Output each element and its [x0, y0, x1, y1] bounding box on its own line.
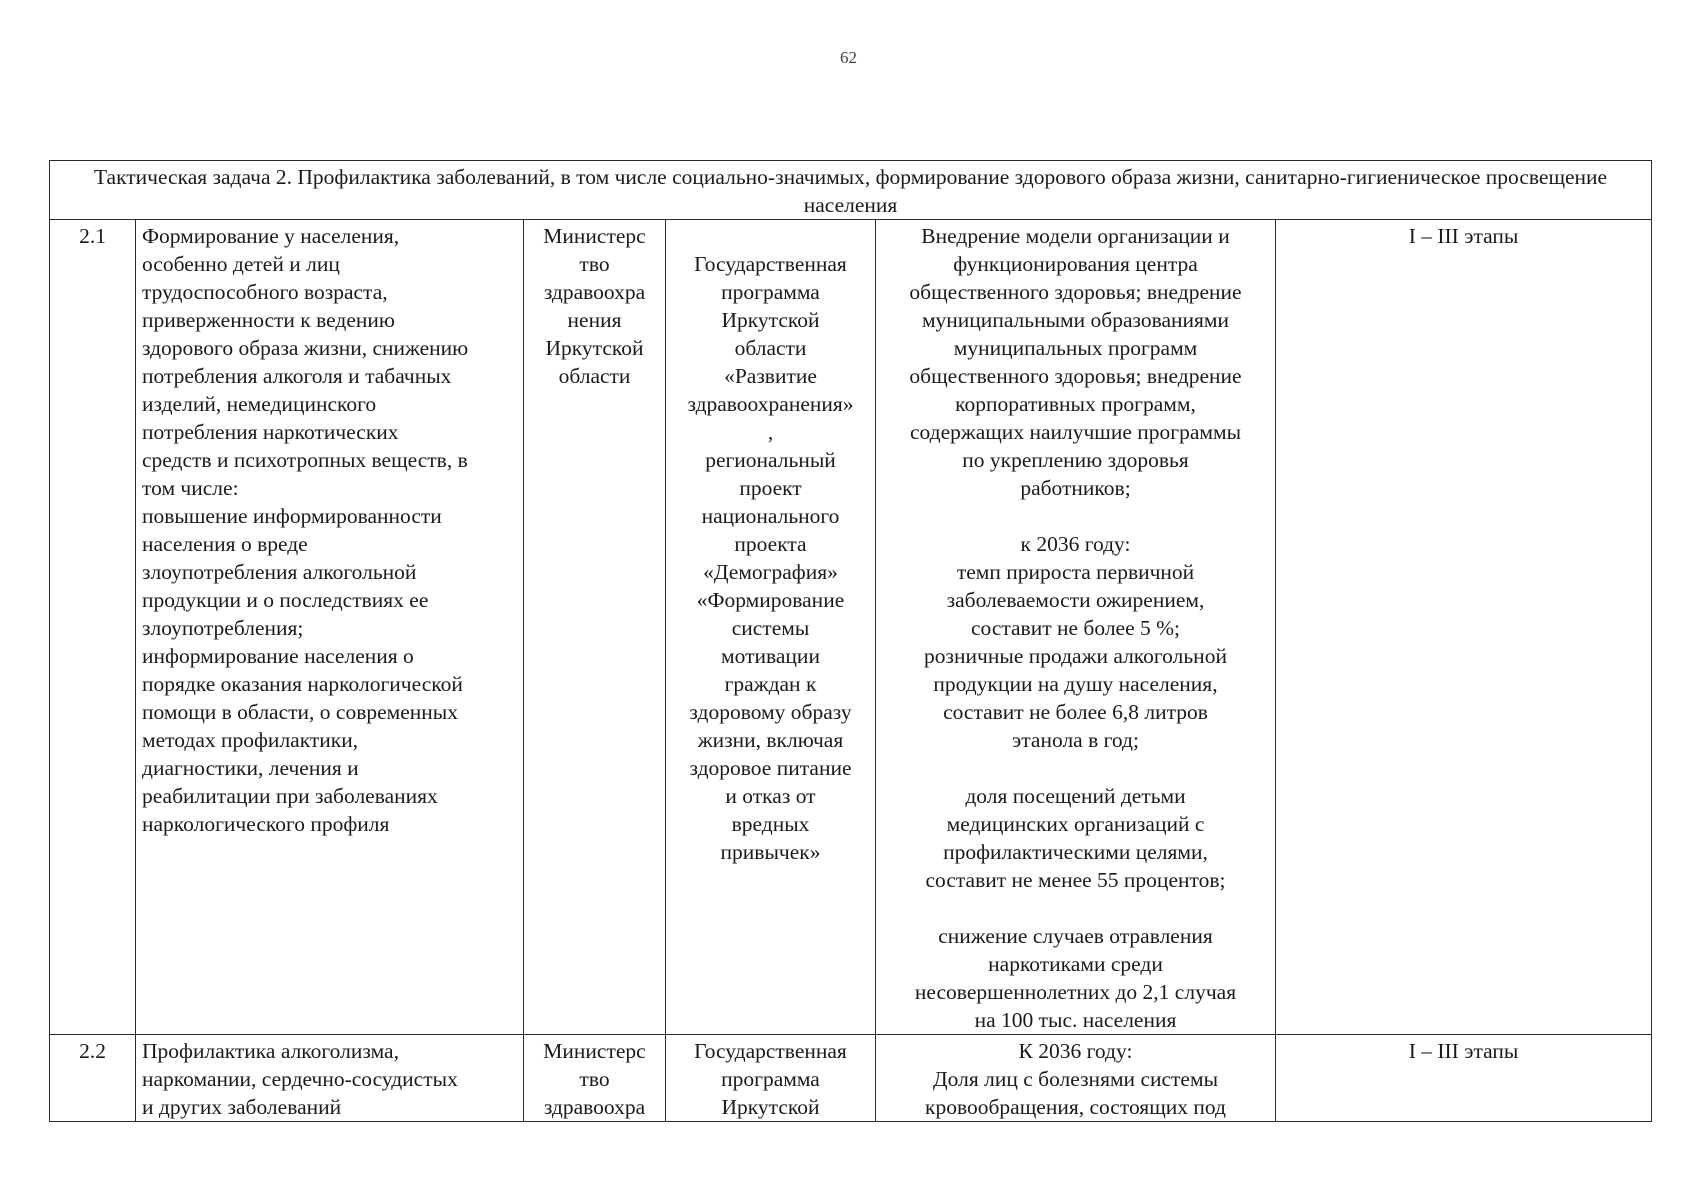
cell-line: здорового образа жизни, снижению: [142, 336, 469, 360]
cell-line: нения: [567, 308, 622, 332]
cell-line: составит не менее 55 процентов;: [925, 868, 1226, 892]
cell-line: повышение информированности: [142, 504, 442, 528]
cell-line: на 100 тыс. населения: [974, 1008, 1177, 1032]
cell-line: общественного здоровья; внедрение: [909, 364, 1242, 388]
cell-line: Министерс: [543, 224, 646, 248]
cell-line: системы: [731, 616, 810, 640]
cell-line: составит не более 5 %;: [970, 616, 1181, 640]
cell-line: информирование населения о: [142, 644, 414, 668]
cell-line: Иркутской: [545, 336, 644, 360]
cell-line: розничные продажи алкогольной: [924, 644, 1227, 668]
cell-line: Формирование у населения,: [142, 224, 400, 248]
cell-line: Государственная: [694, 252, 847, 276]
cell-line: Внедрение модели организации и: [921, 224, 1230, 248]
cell-line: особенно детей и лиц: [142, 252, 340, 276]
cell-line: [672, 222, 869, 250]
cell-line: здравоохра: [543, 1095, 646, 1119]
cell-line: наркологического профиля: [142, 812, 390, 836]
cell-line: привычек»: [720, 840, 821, 864]
table-row: [50, 1035, 1652, 1122]
cell-line: и других заболеваний: [142, 1095, 342, 1119]
cell-line: средств и психотропных веществ, в: [142, 448, 468, 472]
cell-line: Иркутской: [721, 308, 820, 332]
row-number: 2.1: [50, 220, 136, 1035]
cell-line: наркотиками среди: [988, 952, 1163, 976]
cell-line: потребления наркотических: [142, 420, 399, 444]
cell-line: Профилактика алкоголизма,: [142, 1039, 399, 1063]
cell-line: злоупотребления;: [142, 616, 304, 640]
cell-line: содержащих наилучшие программы: [909, 420, 1242, 444]
cell-line: «Формирование: [696, 588, 845, 612]
cell-line: муниципальных программ: [953, 336, 1198, 360]
task-header: Тактическая задача 2. Профилактика заболеваний, в том числе социально-значимых, формирование здорового образа жизни, санитарно-гигиеническое просвещение населения: [50, 161, 1652, 220]
cell-line: приверженности к ведению: [142, 308, 395, 332]
cell-line: трудоспособного возраста,: [142, 280, 388, 304]
cell-line: тво: [579, 252, 610, 276]
cell-line: продукции на душу населения,: [933, 672, 1218, 696]
cell-line: кровообращения, состоящих под: [925, 1095, 1226, 1119]
measure-cell: [136, 220, 524, 1035]
cell-line: области: [558, 364, 631, 388]
cell-line: несовершеннолетних до 2,1 случая: [914, 980, 1237, 1004]
stages-cell: I – III этапы: [1276, 220, 1652, 1035]
cell-line: [882, 502, 1269, 530]
result-cell: [876, 1035, 1276, 1122]
cell-line: муниципальными образованиями: [921, 308, 1230, 332]
table-row: [50, 220, 1652, 1035]
cell-line: этанола в год;: [1012, 728, 1139, 752]
cell-line: [882, 754, 1269, 782]
cell-line: Иркутской: [721, 1095, 820, 1119]
cell-line: здоровому образу: [689, 700, 852, 724]
cell-line: программа: [721, 1067, 820, 1091]
cell-line: национального: [701, 504, 840, 528]
cell-line: продукции и о последствиях ее: [142, 588, 429, 612]
cell-line: Доля лиц с болезнями системы: [932, 1067, 1219, 1091]
cell-line: заболеваемости ожирением,: [946, 588, 1205, 612]
stages-cell: I – III этапы: [1276, 1035, 1652, 1122]
cell-line: Государственная: [694, 1039, 847, 1063]
cell-line: населения о вреде: [142, 532, 308, 556]
cell-line: наркомании, сердечно-сосудистых: [142, 1067, 458, 1091]
cell-line: реабилитации при заболеваниях: [142, 784, 438, 808]
row-number: 2.2: [50, 1035, 136, 1122]
cell-line: К 2036 году:: [1018, 1039, 1133, 1063]
cell-line: и отказ от: [725, 784, 816, 808]
cell-line: «Развитие: [724, 364, 817, 388]
cell-line: программа: [721, 280, 820, 304]
cell-line: вредных: [731, 812, 810, 836]
task-header-row: [50, 161, 1652, 220]
cell-line: потребления алкоголя и табачных: [142, 364, 452, 388]
cell-line: том числе:: [142, 476, 239, 500]
cell-line: доля посещений детьми: [965, 784, 1186, 808]
cell-line: региональный: [705, 448, 836, 472]
cell-line: тво: [579, 1067, 610, 1091]
cell-line: методах профилактики,: [142, 728, 359, 752]
executor-cell: [524, 220, 666, 1035]
cell-line: ,: [767, 420, 774, 444]
cell-line: [882, 894, 1269, 922]
cell-line: к 2036 году:: [1020, 532, 1131, 556]
cell-line: области: [734, 336, 807, 360]
cell-line: здравоохра: [543, 280, 646, 304]
cell-line: «Демография»: [703, 560, 838, 584]
cell-line: корпоративных программ,: [955, 392, 1196, 416]
cell-line: мотивации: [721, 644, 820, 668]
measures-table: [49, 160, 1652, 1122]
cell-line: общественного здоровья; внедрение: [909, 280, 1242, 304]
program-cell: [666, 220, 876, 1035]
cell-line: помощи в области, о современных: [142, 700, 459, 724]
cell-line: диагностики, лечения и: [142, 756, 359, 780]
page-number: 62: [840, 48, 857, 67]
cell-line: порядке оказания наркологической: [142, 672, 463, 696]
cell-line: здравоохранения»: [687, 392, 854, 416]
measure-cell: [136, 1035, 524, 1122]
cell-line: жизни, включая: [697, 728, 844, 752]
cell-line: составит не более 6,8 литров: [943, 700, 1208, 724]
cell-line: граждан к: [724, 672, 817, 696]
cell-line: изделий, немедицинского: [142, 392, 377, 416]
program-cell: [666, 1035, 876, 1122]
cell-line: злоупотребления алкогольной: [142, 560, 417, 584]
cell-line: профилактическими целями,: [943, 840, 1208, 864]
cell-line: Министерс: [543, 1039, 646, 1063]
cell-line: снижение случаев отравления: [938, 924, 1213, 948]
cell-line: здоровое питание: [689, 756, 852, 780]
cell-line: медицинских организаций с: [946, 812, 1205, 836]
cell-line: по укреплению здоровья: [962, 448, 1189, 472]
cell-line: проекта: [734, 532, 807, 556]
result-cell: [876, 220, 1276, 1035]
cell-line: темп прироста первичной: [956, 560, 1195, 584]
cell-line: функционирования центра: [953, 252, 1198, 276]
executor-cell: [524, 1035, 666, 1122]
cell-line: работников;: [1020, 476, 1131, 500]
cell-line: проект: [739, 476, 802, 500]
